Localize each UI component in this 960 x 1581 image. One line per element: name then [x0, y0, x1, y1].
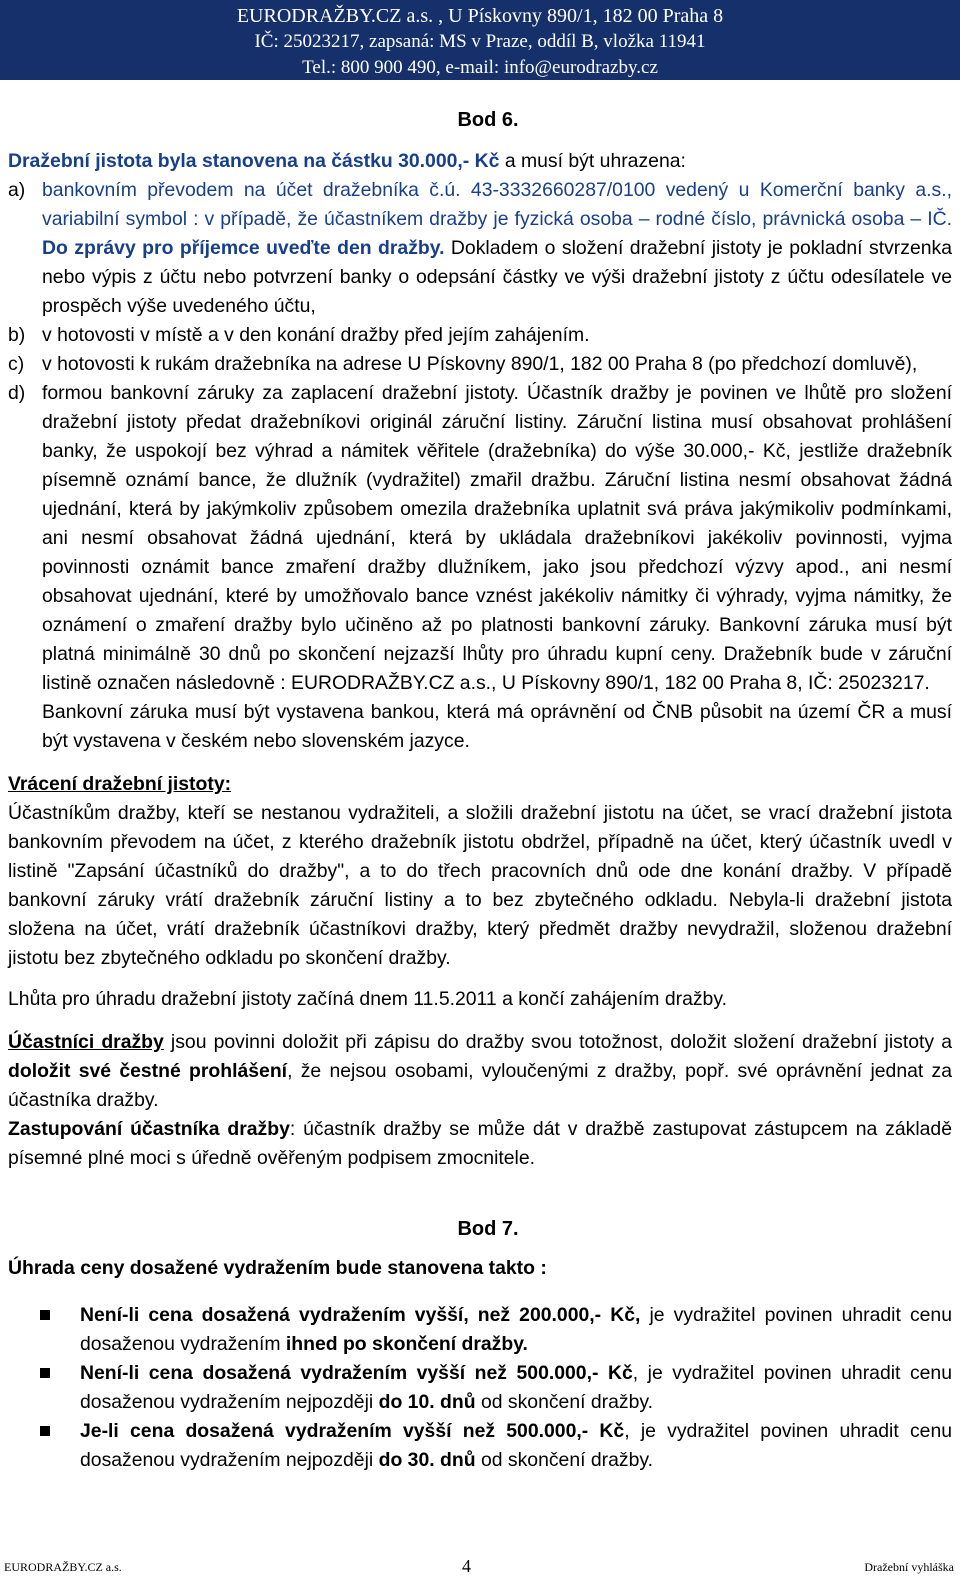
cestne-prohlaseni: doložit své čestné prohlášení: [8, 1060, 288, 1082]
footer-company: EURODRAŽBY.CZ a.s.: [4, 1560, 122, 1574]
option-text: [42, 176, 952, 321]
square-bullet-icon: [40, 1426, 50, 1436]
bank-guarantee-note: Bankovní záruka musí být vystavena bankou, která má oprávnění od ČNB působit na území ČR a musí být vystavena v českém nebo slovenském jazyce.: [42, 701, 952, 752]
option-label: d): [8, 382, 26, 404]
section-title-bod7: Bod 7.: [457, 1218, 519, 1240]
option-label: c): [8, 353, 25, 375]
zastupovani-paragraph: [8, 1115, 952, 1173]
payment-option-a: [8, 176, 952, 321]
list-item: [8, 1301, 952, 1359]
item-text-end: od skončení dražby.: [475, 1449, 654, 1471]
vraceni-heading: Vrácení dražební jistoty:: [8, 773, 232, 795]
letterhead: [0, 0, 960, 80]
item-deadline: do 10. dnů: [378, 1391, 476, 1413]
item-deadline: do 30. dnů: [378, 1449, 476, 1471]
zastupovani-text: : účastník dražby se může dát v dražbě zastupovat zástupcem na základě písemné plné moci s úředně ověřeným podpisem zmocnitele.: [8, 1118, 952, 1169]
footer-doc-title: Dražební vyhláška: [864, 1560, 954, 1574]
letterhead-registration: IČ: 25023217, zapsaná: MS v Praze, oddíl B, vložka 11941: [254, 31, 706, 52]
jistota-intro-rest: a musí být uhrazena:: [499, 150, 686, 172]
bank-account-text: bankovním převodem na účet dražebníka č.ú. 43-3332660287/0100 vedený u Komerční banky a.s.: [42, 179, 947, 201]
list-item: [8, 1417, 952, 1475]
option-text: formou bankovní záruky za zaplacení dražební jistoty. Účastník dražby je povinen ve lhůtě pro složení dražební jistoty předat dražebníkovi originál záruční listiny. Záruční listina musí obsahovat prohlášení banky, že uspokojí bez výhrad a námitek věřitele (dražebníka) do výše 30.000,- Kč, jestliže dražebník písemně oznámí bance, že dlužník (vydražitel) zmařil dražbu. Záruční listina nesmí obsahovat žádná ujednání, která by jakýmkoliv způsobem omezila dražebníka uplatnit svá práva jakýmikoliv podmínkami, ani nesmí obsahovat žádná ujednání, která by ukládala dražebníkovi jakékoliv povinnosti, vyjma povinnosti oznámit bance zmaření dražby dlužníkem, jako jsou předchozí výzvy apod., ani nesmí obsahovat ujednání, které by umožňovalo bance vznést jakékoliv námitky či výhrady, vyjma námitky, že oznámení o zmaření dražby bylo učiněno až po platnosti bankovní záruky. Bankovní záruka musí být platná minimálně 30 dnů po skončení nejzazší lhůty pro úhradu kupní ceny. Dražebník bude v záruční listině označen následovně : EURODRAŽBY.CZ a.s., U Pískovny 890/1, 182 00 Praha 8, IČ: 25023217.: [42, 382, 952, 694]
ucastnici-text-rest: , že nejsou osobami, vyloučenými z dražby, popř. své oprávnění jednat za účastníka dražby.: [8, 1060, 953, 1111]
page-number: 4: [462, 1556, 471, 1576]
payment-note: Do zprávy pro příjemce uveďte den dražby.: [42, 237, 445, 259]
list-item: [8, 1359, 952, 1417]
item-condition: Je-li cena dosažená vydražením vyšší než 500.000,- Kč: [80, 1420, 625, 1442]
item-text-end: od skončení dražby.: [475, 1391, 654, 1413]
uhrada-list: [8, 1301, 952, 1475]
uhrada-heading: Úhrada ceny dosažené vydražením bude stanovena takto :: [8, 1257, 547, 1279]
lhuta-text: Lhůta pro úhradu dražební jistoty začíná dnem 11.5.2011 a končí zahájením dražby.: [8, 988, 727, 1010]
section-title-bod6: Bod 6.: [457, 109, 519, 131]
item-condition: Není-li cena dosažená vydražením vyšší než 500.000,- Kč: [80, 1362, 633, 1384]
letterhead-company: EURODRAŽBY.CZ a.s. , U Pískovny 890/1, 182 00 Praha 8: [236, 5, 724, 27]
vraceni-text: Účastníkům dražby, kteří se nestanou vydražiteli, a složili dražební jistotu na účet, se vrací dražební jistota bankovním převodem na účet, z kterého dražebník jistotu obdržel, případně na účet, který účastník uvedl v listině "Zapsání účastníků do dražby", a to do třech pracovních dnů ode dne konání dražby. V případě bankovní záruky vrátí dražebník záruční listiny a to bez zbytečného odkladu. Nebyla-li dražební jistota složena na účet, vrátí dražebník účastníkovi dražby, který předmět dražby nevydražil, složenou dražební jistotu bez zbytečného odkladu po skončení dražby.: [8, 802, 952, 969]
payment-proof-text: Dokladem o složení dražební jistoty je pokladní stvrzenka nebo výpis z účtu nebo potvrzení banky o odepsání částky ve výši dražební jistoty z účtu odesílatele ve prospěch výše uvedeného účtu,: [42, 237, 952, 317]
option-text: v hotovosti v místě a v den konání dražby před jejím zahájením.: [42, 324, 590, 346]
square-bullet-icon: [40, 1368, 50, 1378]
jistota-intro: [8, 147, 952, 176]
document-body: [8, 80, 952, 1475]
page-footer: [0, 1550, 960, 1581]
ucastnici-heading: Účastníci dražby: [8, 1031, 164, 1053]
item-deadline: ihned po skončení dražby.: [285, 1333, 528, 1355]
option-text: v hotovosti k rukám dražebníka na adrese U Pískovny 890/1, 182 00 Praha 8 (po předchozí domluvě),: [42, 353, 918, 375]
ucastnici-text: jsou povinni doložit při zápisu do dražby svou totožnost, doložit složení dražební jistoty a: [163, 1031, 953, 1053]
zastupovani-heading: Zastupování účastníka dražby: [8, 1118, 290, 1140]
ucastnici-paragraph: [8, 1028, 952, 1115]
payment-option-b: [8, 321, 952, 350]
item-condition: Není-li cena dosažená vydražením vyšší, než 200.000,- Kč,: [80, 1304, 641, 1326]
square-bullet-icon: [40, 1310, 50, 1320]
jistota-amount: Dražební jistota byla stanovena na částku 30.000,- Kč: [8, 150, 500, 172]
item-text: , je vydražitel povinen uhradit cenu dosaženou vydražením nejpozději: [80, 1420, 953, 1471]
option-label: a): [8, 179, 26, 201]
variable-symbol-text: , variabilní symbol : v případě, že účastníkem dražby je fyzická osoba – rodné číslo, právnická osoba – IČ.: [42, 179, 952, 230]
item-text: , je vydražitel povinen uhradit cenu dosaženou vydražením nejpozději: [80, 1362, 953, 1413]
payment-option-d: [8, 379, 952, 698]
payment-option-c: [8, 350, 952, 379]
item-text: je vydražitel povinen uhradit cenu dosaženou vydražením: [80, 1304, 952, 1355]
option-label: b): [8, 324, 26, 346]
letterhead-contact: Tel.: 800 900 490, e-mail: info@eurodrazby.cz: [302, 57, 658, 78]
